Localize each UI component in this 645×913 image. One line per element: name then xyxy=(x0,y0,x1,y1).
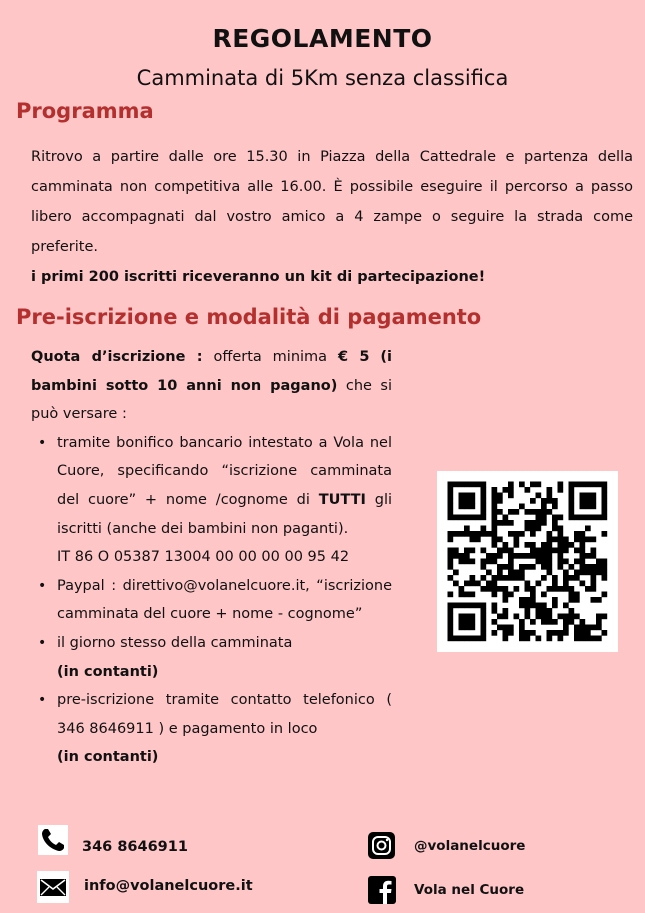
contanti-note: (in contanti) xyxy=(57,663,159,680)
programma-heading: Programma xyxy=(16,99,154,123)
pagamento-heading: Pre-iscrizione e modalità di pagamento xyxy=(16,305,482,329)
children-note: (i bambini sotto 10 anni non pagano) xyxy=(31,349,393,394)
quota-label: Quota d’iscrizione : xyxy=(31,349,203,365)
phone-icon xyxy=(38,825,68,855)
footer-email-text: info@volanelcuore.it xyxy=(84,878,253,894)
quota-amount: € 5 xyxy=(337,349,370,365)
paypal-text: Paypal : direttivo@volanelcuore.it, “iscrizione camminata del cuore + nome - cognome” xyxy=(57,577,392,623)
programma-paragraph: Ritrovo a partire dalle ore 15.30 in Piazza della Cattedrale e partenza della camminata non competitiva alle 16.00. È possibile eseguire il percorso a passo libero accompagnati dal vostro amico a 4 zampe o seguire la strada come preferite. xyxy=(31,149,633,255)
giorno-text: il giorno stesso della camminata xyxy=(57,634,293,651)
payment-block xyxy=(31,343,392,772)
footer-instagram-text: @volanelcuore xyxy=(414,837,526,854)
list-item-paypal xyxy=(57,572,392,629)
list-item-bonifico xyxy=(57,429,392,543)
footer-email[interactable] xyxy=(37,871,253,903)
telefono-text: pre-iscrizione tramite contatto telefonico ( 346 8646911 ) e pagamento in loco xyxy=(57,692,392,737)
qr-code[interactable] xyxy=(437,471,618,652)
footer-facebook-text: Vola nel Cuore xyxy=(414,882,525,898)
facebook-icon xyxy=(368,876,396,904)
footer-instagram[interactable] xyxy=(368,832,525,859)
bonifico-text-2: gli iscritti (anche dei bambini non paganti). xyxy=(57,491,393,537)
payment-methods-list xyxy=(31,429,392,543)
footer-phone-text: 346 8646911 xyxy=(82,839,188,855)
quota-text: offerta minima xyxy=(213,349,328,365)
page-subtitle: Camminata di 5Km senza classifica xyxy=(136,66,509,90)
page-title: REGOLAMENTO xyxy=(212,24,433,53)
quota-text-2: che si può versare : xyxy=(31,377,393,423)
programma-text xyxy=(31,142,633,292)
list-item-telefono xyxy=(57,686,392,772)
payment-methods-list-2 xyxy=(31,572,392,772)
footer-phone[interactable] xyxy=(38,825,188,855)
list-item-giorno xyxy=(57,629,392,686)
contanti-note-2: (in contanti) xyxy=(57,749,159,766)
programma-highlight: i primi 200 iscritti riceveranno un kit di partecipazione! xyxy=(31,269,486,285)
bonifico-bold: TUTTI xyxy=(318,491,366,508)
footer-facebook[interactable] xyxy=(368,876,524,904)
quota-paragraph xyxy=(31,343,392,429)
mail-icon xyxy=(37,871,69,903)
iban: IT 86 O 05387 13004 00 00 00 00 95 42 xyxy=(57,549,350,566)
instagram-icon xyxy=(368,832,395,859)
bonifico-text: tramite bonifico bancario intestato a Vola nel Cuore, specificando “iscrizione camminata del cuore” + nome /cognome di xyxy=(57,434,392,508)
